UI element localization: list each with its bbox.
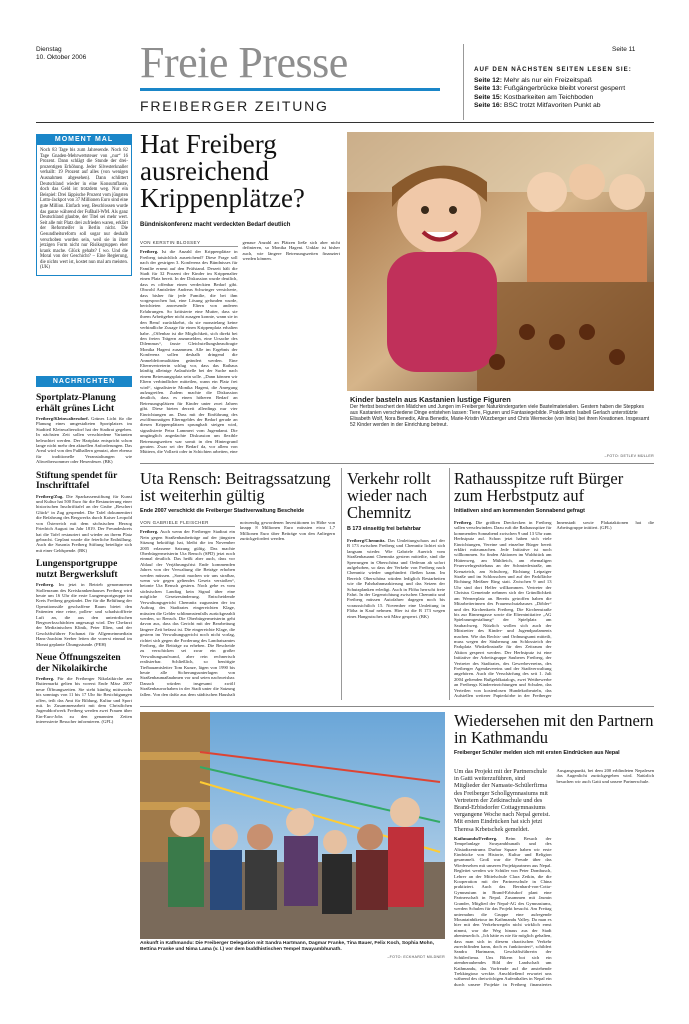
rensch-article: VON GABRIELE FLEISCHER Freiberg. Auch wenn der Freiberger Stadtrat ein Nein gegen Straßenbaubeiträge auf der jüngsten Sitzung bekräftigt hat, bleibt die im November 2005 erlassene Satzung gültig. Das machte Oberbürgermeisterin Uta Rensch (SPD) jetzt noch einmal deutlich. Das heißt aber auch, dass vor Ablauf der Verjährungsfrist Ende kommenden Jahres von der Verwaltung die Beträge erhoben werden müssen. „Somit machen wir uns strafbar, wenn wir gegen geltendes Gesetz verstoßen“, betonte Uta Rensch gestern. Noch gebe es vom sächsischen Landtag kein Signal über eine mögliche Gesetzesänderung. Entscheidende Verwaltungsgericht Chemnitz zugunsten der im Auftrag des Stadtrates eingereichten Klage, müssten die Gelder schlimmstenfalls zurückgezahlt werden, so Rensch. Die Oberbürgermeisterin geht davon aus, dass das Gericht mit der Bearbeitung längere Zeit befasst ist. Die eingereichte Klage, die gestern im Verwaltungsgericht noch nicht vorlag, richtet sich gegen die Forderung des Landratsamtes Freiberg, die Beiträge zu erheben. Die Bescheide zu verschicken sei zwar ein großer Verwaltungsaufwand, aber rein rechnerisch realisierbar. Schließlich, so benötigte Tiefbauamtsleiter Tom Kunze, lägen von 1990 bis heute alle Sicherungsunterlagen von Straßenbaumaßnahmen vor und seien nachweisbar. Danach würden insgesamt zwölf Straßenbauvorhaben in der Stadt unter die Satzung fallen. Von den dafür aus dem städtischen Haushalt notwendig gewordenen Investitionen in Höhe von knapp 8 Millionen Euro müssten etwa 1,7 Millionen Euro über Beiträge von den Anliegern zurückgefordert werden.: [140, 520, 335, 697]
nepal-headline: Wiedersehen mit den Partnern in Kathmandu: [454, 711, 654, 747]
photo1-credit: –FOTO: DETLEV MÜLLER: [604, 454, 654, 458]
weekday: Dienstag: [36, 46, 62, 53]
photo2-credit: –FOTO: ECKHARDT MILDNER: [387, 955, 445, 959]
brief-headline: Neue Öffnungszeiten der Nikolaikirche: [36, 653, 121, 674]
brief-headline: Sportplatz-Planung erhält grünes Licht: [36, 393, 116, 414]
kathmandu-photo: [140, 712, 445, 939]
preview-item: Seite 15: Kostbarkeiten am Teichboden: [474, 93, 594, 101]
verkehr-headline: Verkehr rollt wieder nach Chemnitz: [347, 469, 431, 522]
verkehr-subhead: B 173 einseitig frei befahrbar: [347, 526, 421, 532]
nachrichten-label: NACHRICHTEN: [36, 376, 132, 387]
nachrichten-column: [36, 376, 132, 986]
lead-subhead: Bündniskonferenz macht verdeckten Bedarf deutlich: [140, 222, 291, 228]
nepal-body: Beim Besuch der Tempelanlage Swayambhunath und des Altstadtzentrums Durbar Square haben wir erste Eindrücke von Historie, Kultur und Religion gesammelt. Groß war die Freude über das Wiedersehen mit unseren Projektpartnern aus Nepal. Begleitet werden wir Schüler von Peter Dombusch, Lehrer an der Mittelschule Clara Zetkin, die die Kooperation mit der Partnerschule in China praktiziert. Auch das Bernhard-von-Cotta-Gymnasium in Brand-Erbisdorf plant eine Partnerschaft in Nepal. Zusammen mit Jasmin Grander, Mitglied der Nepal-AG des Gymnasiums, werden Schulen für das Projekt besucht. Am Freitag unternahm die Gruppe eine aufregende Mountainbiketour im Kathmandu Valley. Da man es hier mit den Verkehrsregeln nicht wirklich ernst nimmt, war die Weg hinaus aus der Stadt abenteuerlich. „Ich hätte es nie für möglich gehalten, dass man sich in diesem chaotischen Verkehr zurechtfinden kann, doch es funktioniert“, schildert Sandra Hartmann, Geschäftsführerin der Schülerfirma. Uns Bikern bot sich ein atemberaubendes Bild der Landschaft um Kathmandu, das Vorfreude auf die anstehende Trekkingtour weckte. Anschließend erwartet uns während des dreiwöchigen Aufenthaltes in Nepal ein durch unsere Projekte in Freiberg finanziertes Ausgangspunkt, bei dem 200 erblindeten Nepalesen das Augenlicht zurückgegeben wird. Natürlich besuchen wir auch Gatti und unsere Partnerschule.: [454, 768, 654, 987]
brief-text: Freiberg. Für die Freiberger Nikolaikirche am Buttermarkt gelten bis vorerst Ende März 2007 neue Öffnungszeiten. Sie steht künftig mittwochs bis sonntags von 11 bis 17 Uhr für Besichtigungen offen, teilt das Amt für Bildung, Kultur und Sport mit. In Zusammenarbeit mit dem Christlichen Jugenddorfwerk Freiberg werden zwei Frauen über Ein-Euro-Jobs zu den genannten Zeiten interessierte Besucher informieren. (GFL): [36, 676, 132, 725]
brief-text: Freiberg. Im jetzt in Betrieb genommenen Stollenraum des Kreiskrankenhauses Freiberg wird heute um 16 Uhr die erste Lungensportgruppe im Kreis Freiberg gegründet. Der für die Belüftung der Operationssäle geschaffene Raum bietet den Patienten eine reine, pollen- und schadstofffreie Luft an, die aus den unterirdischen Bergwerksschächten angesaugt wird. Der Chefarzt der Medizinischen Klinik, Peter Illien, und der Geschäftsführer Fachanzt für Allgemeinmedizin Hans-Joachim Seeber leiten die vorerst einmal im Monat geplante Übungsstunde. (PEH): [36, 582, 132, 647]
brief-headline: Lungensportgruppe nutzt Bergwerksluft: [36, 559, 118, 580]
photo1-caption-title: Kinder basteln aus Kastanien lustige Figuren: [350, 395, 511, 404]
lead-article: VON KERSTIN BLOSSEY Freiberg. Ist die Anzahl der Krippenplätze in Freiberg tatsächlich ausreichend? Diese Frage soll nach der gestrigen 3. Konferenz des Bündnisses für Familie erneut auf den Prüfstand. Derzeit hält die Stadt für 32 Prozent der Kinder im Krippenalter einen Platz bereit. In der Diskussion wurde deutlich, dass es offenbar einen verdeckten Bedarf gibt. Obwohl Amtsleiter Andreas Schwinger versicherte, dass bisher für jede Familie, die bei ihm vorgesprochen hat, eine Lösung gefunden wurde, berichteten anwesende Eltern von anderen Erfahrungen. So kritisierte eine Mutter, dass sie ihrem Arbeitgeber nicht zusagen konnte, wann sie in den Beruf zurückkehrt, da sie monatelang keine verbindliche Zusage für einen Krippenplatz erhalten habe. „Offenbar ist die Möglichkeit, sich direkt bei den freien Trägern anzumelden, eine Ursache des Dilemmas“, fasste Gleichstellungsbeauftragte Monika Hageni zusammen. Alle im Ergebnis der Konferenz sollen deshalb dringend die Anmeldeformalitäten geändert werden. Eine Elternvertreterin schlug vor, dass das Rathaus künftig alleinige Anlaufstelle bei der Suche nach einem Betreuungsplatz sein solle. „Dann können wir Eltern verbindlicher mitteilen, wann ein Platz frei wird“, signalisierte Monika Hageni, die Anregung aufzugreifen. Zudem machte die Diskussion deutlich, dass es einen höheren Bedarf an Betreuungsplätzen für Kinder unter zwei Jahren gibt. Diese bieten derzeit allerdings nur vier Einrichtungen an. Dass mit der Einführung des zwölfmonatigen Elterngeldes der Bedarf gerade an diesen Krippenplätzen sprunghaft steigen wird, signalisierte Petra Lammert vom Jugendamt. Die umgänglich angedachte Diskussion um flexible Betreuungszeiten war somit in den Hintergrund geraten. Zwar sei der Bedarf da, vor allem von Müttern, die Vollzeit oder in Schichten arbeiten, eine genaue Anzahl an Plätzen ließe sich aber nicht definieren, so Monika Hageni. Unklar ist bisher auch, wie längere Betreuungszeiten finanziert werden können.: [140, 240, 340, 455]
page-number: Seite 11: [612, 46, 636, 53]
preview-item: Seite 16: BSC trotzt Mitfavoriten Punkt ab: [474, 102, 601, 110]
nepal-lead: Um das Projekt mit der Partnerschule in Gatti weiterzuführen, sind Mitglieder der Namaste-Schülerfirma des Freiberger Schollgymnasiums mit Vertretern der Zetkinschule und des Brand-Erbisdorfer Cottagymnasiums vergangene Woche nach Nepal gereist. Mit ersten Eindrücken hat sich jetzt Theresa Krbetschek gemeldet.: [454, 768, 550, 833]
moment-mal-box: [36, 134, 132, 276]
masthead-rule: [140, 88, 440, 91]
date: 10. Oktober 2006: [36, 53, 87, 61]
lead-body: Ist die Anzahl der Krippenplätze in Freiberg tatsächlich ausreichend? Diese Frage soll nach der gestrigen 3. Konferenz des Bündnisses für Familie erneut auf den Prüfstand. Derzeit hält die Stadt für 32 Prozent der Kinder im Krippenalter einen Platz bereit. In der Diskussion wurde deutlich, dass es offenbar einen verdeckten Bedarf gibt. Obwohl Amtsleiter Andreas Schwinger versicherte, dass bisher für jede Familie, die bei ihm vorgesprochen hat, eine Lösung gefunden wurde, berichteten anwesende Eltern von anderen Erfahrungen. So kritisierte eine Mutter, dass sie ihrem Arbeitgeber nicht zusagen konnte, wann sie in den Beruf zurückkehrt, da sie monatelang keine verbindliche Zusage für einen Krippenplatz erhalten habe. „Offenbar ist die Möglichkeit, sich direkt bei den freien Trägern anzumelden, eine Ursache des Dilemmas“, fasste Gleichstellungsbeauftragte Monika Hageni zusammen. Alle im Ergebnis der Konferenz sollen deshalb dringend die Anmeldeformalitäten geändert werden. Eine Elternvertreterin schlug vor, dass das Rathaus künftig alleinige Anlaufstelle bei der Suche nach einem Betreuungsplatz sein solle. „Dann können wir Eltern verbindlicher mitteilen, wann ein Platz frei wird“, signalisierte Monika Hageni, die Anregung aufzugreifen. Zudem machte die Diskussion deutlich, dass es einen höheren Bedarf an Betreuungsplätzen für Kinder unter zwei Jahren gibt. Diese bieten derzeit allerdings nur vier Einrichtungen an. Dass mit der Einführung des zwölfmonatigen Elterngeldes der Bedarf gerade an diesen Krippenplätzen sprunghaft steigen wird, signalisierte Petra Lammert vom Jugendamt. Die umgänglich angedachte Diskussion um flexible Betreuungszeiten war somit in den Hintergrund geraten. Zwar sei der Bedarf da, vor allem von Müttern, die Vollzeit oder in Schichten arbeiten, eine genaue Anzahl an Plätzen ließe sich aber nicht definieren, so Monika Hageni. Unklar ist bisher auch, wie längere Betreuungszeiten finanziert werden können.: [140, 240, 340, 455]
photo2-caption: Ankunft in Kathmandu: Die Freiberger Delegation mit Sandra Hartmann, Dagmar Franke, Tina Bauer, Felix Koch, Sophia Mohn, Bettina Franke und Nima Lama (v. l.) vor dem buddhistischen Tempel Swayambhunath.: [140, 941, 434, 952]
masthead-column-divider: [463, 44, 464, 120]
brief-headline: Stiftung spendet für Inschrifttafel: [36, 470, 118, 492]
rensch-body: Auch wenn der Freiberger Stadtrat ein Nein gegen Straßenbaubeiträge auf der jüngsten Sitzung bekräftigt hat, bleibt die im November 2005 erlassene Satzung gültig. Das machte Oberbürgermeisterin Uta Rensch (SPD) jetzt noch einmal deutlich. Das heißt aber auch, dass vor Ablauf der Verjährungsfrist Ende kommenden Jahres von der Verwaltung die Beträge erhoben werden müssen. „Somit machen wir uns strafbar, wenn wir gegen geltendes Gesetz verstoßen“, betonte Uta Rensch gestern. Noch gebe es vom sächsischen Landtag kein Signal über eine mögliche Gesetzesänderung. Entscheidende Verwaltungsgericht Chemnitz zugunsten der im Auftrag des Stadtrates eingereichten Klage, müssten die Gelder schlimmstenfalls zurückgezahlt werden, so Rensch. Die Oberbürgermeisterin geht davon aus, dass das Gericht mit der Bearbeitung längere Zeit befasst ist. Die eingereichte Klage, die gestern im Verwaltungsgericht noch nicht vorlag, richtet sich gegen die Forderung des Landratsamtes Freiberg, die Beiträge zu erheben. Die Bescheide zu verschicken sei zwar ein großer Verwaltungsaufwand, aber rein rechnerisch realisierbar. Schließlich, so benötigte Tiefbauamtsleiter Tom Kunze, lägen von 1990 bis heute alle Sicherungsunterlagen von Straßenbaumaßnahmen vor und seien nachweisbar. Danach würden insgesamt zwölf Straßenbauvorhaben in der Stadt unter die Satzung fallen. Von den dafür aus dem städtischen Haushalt notwendig gewordenen Investitionen in Höhe von knapp 8 Millionen Euro müssten etwa 1,7 Millionen Euro über Beiträge von den Anliegern zurückgefordert werden.: [140, 520, 335, 697]
page-preview: [474, 66, 654, 111]
newspaper-subtitle: FREIBERGER ZEITUNG: [140, 98, 329, 114]
nepal-article: Um das Projekt mit der Partnerschule in Gatti weiterzuführen, sind Mitglieder der Namaste-Schülerfirma des Freiberger Schollgymnasiums mit Vertretern der Zetkinschule und des Brand-Erbisdorfer Cottagymnasiums vergangene Woche nach Nepal gereist. Mit ersten Eindrücken hat sich jetzt Theresa Krbetschek gemeldet. Kathmandu/Freiberg. Beim Besuch der Tempelanlage Swayambhunath und des Altstadtzentrums Durbar Square haben wir erste Eindrücke von Historie, Kultur und Religion gesammelt. Groß war die Freude über das Wiedersehen mit unseren Projektpartnern aus Nepal. Begleitet werden wir Schüler von Peter Dombusch, Lehrer an der Mittelschule Clara Zetkin, die die Kooperation mit der Partnerschule in China praktiziert. Auch das Bernhard-von-Cotta-Gymnasium in Brand-Erbisdorf plant eine Partnerschaft in Nepal. Zusammen mit Jasmin Grander, Mitglied der Nepal-AG des Gymnasiums, werden Schulen für das Projekt besucht. Am Freitag unternahm die Gruppe eine aufregende Mountainbiketour im Kathmandu Valley. Da man es hier mit den Verkehrsregeln nicht wirklich ernst nimmt, war die Weg hinaus aus der Stadt abenteuerlich. „Ich hätte es nie für möglich gehalten, dass man sich in diesem chaotischen Verkehr zurechtfinden kann, doch es funktioniert“, schildert Sandra Hartmann, Geschäftsführerin der Schülerfirma. Uns Bikern bot sich ein atemberaubendes Bild der Landschaft um Kathmandu, das Vorfreude auf die anstehende Trekkingtour weckte. Anschließend erwartet uns während des dreiwöchigen Aufenthaltes in Nepal ein durch unsere Projekte in Freiberg finanziertes Ausgangspunkt, bei dem 200 erblindeten Nepalesen das Augenlicht zurückgegeben wird. Natürlich besuchen wir auch Gatti und unsere Partnerschule.: [454, 768, 654, 987]
column-divider: [341, 468, 342, 700]
photo1-caption: [350, 395, 653, 428]
photo1-caption-text: Der Herbst beschert den Mädchen und Jungen im Freiberger Naturkindergarten viele Bastelmaterialien. Gestern haben die Steppkes aus Kastanien verschiedene Dinge entstehen lassen: Tiere, Figuren und Fantasiegebilde. Praktikantin Isabell Gerlach unterstützte Elisabeth Wolf, Nora Benedix, Alina Benedix, Marie-Kristin Würzberger und Chris Wernecke (von links) bei ihren Kreationen. Insgesamt 52 Kinder werden in der Einrichtung betreut.: [350, 404, 650, 428]
lead-headline: Hat Freiberg ausreichend Krippenplätze?: [140, 129, 305, 213]
rathaus-subhead: Initiativen sind am kommenden Sonnabend gefragt: [454, 508, 585, 514]
newspaper-title: Freie Presse: [140, 38, 348, 87]
rensch-subhead: Ende 2007 verschickt die Freiberger Stadtverwaltung Bescheide: [140, 508, 305, 514]
preview-heading: AUF DEN NÄCHSTEN SEITEN LESEN SIE:: [474, 66, 632, 73]
rensch-byline: VON GABRIELE FLEISCHER: [140, 520, 235, 527]
preview-item: Seite 12: Mehr als nur ein Freizeitspaß: [474, 76, 592, 84]
rathaus-body: Die größten Dreckecken in Freiberg sollen verschwinden. Dazu ruft die Rathausspitze für kommenden Sonnabend zwischen 9 und 13 Uhr zum Herbstputz auf. Schon jetzt haben sich viele Einrichtungen, Vereine und einzelne Bürger bereit erklärt mitzumachen. Jede Initiative ist noch willkommen. So finden Aktionen im Waldstück am Hüttenweg, am Mühlteich, am ehemaligen Feuerwehrgerätehaus an der Schmiedestraße, am Kreuzteich, am Schulweg, Richtung Leipziger Straße und im Schlosschen und auf der Parkfläche Richtung Meißner Ring statt. Zwischen 9 und 13 Uhr sind dort Helfer willkommen. Vertreter der Christus Gemeinde nehmen sich der Gründlichkeit am Wernerplatz an. Bereits getroffen haben die Mitarbeiterinnen des Frauenschutzhauses „Döbler“ und des Kirchenkreis Freiberg. Die Kirchenstraße bis zur Rinnengasse sowie die Elterninitiative „AG Spielraumgestaltung“ der Spielplatz am Saubachweg. Nützlich wollen sich auch der Mitstreiter des Kinder- und Jugendparlaments machen. Wie das Rechts- und Ordnungsamt mitteilt, muss wegen der Säuberung am Schlossteich der Parkplatz Winkelinstraße für den Zeitraum der Aktion gesperrt werden. Der Herbstputz ist eine Initiative der Arbeitsgruppe Sauberes Freiberg, der Vertreter des Stadtrates, des Gewerbevereins, des Freiberger Agendavereins und der Stadtverwaltung angehören. Auch die Verschärfung des seit 1. Juli 2004 geltenden Bußgeldkatalogs, zwei Wettbewerbe an Freibergs Kindereinrichtungen und Schulen, das Verteilen von kostenlosen Hundekotbeuteln, das Aufstellen weiterer Papierkörbe in der Freiberger Innenstadt sowie Plakataktionen hat die Arbeitsgruppe initiiert. (GFL): [454, 520, 654, 698]
masthead-divider: [36, 122, 654, 123]
verkehr-body: Das Umleitungschaos auf der B 173 zwischen Freiberg und Chemnitz lichtet sich langsam wieder. Wie Gabriele Auerich vom Straßenbauamt Chemnitz gestern mitteilte, sind die Sperrungen in Oberschöna und Oederan ab sofort aufgehoben, so dass der Verkehr von Freiberg nach Chemnitz wieder ungehindert fließen kann. Im Bereich Oberschöna würden lediglich Restarbeiten wie die Fahrbahnmarkierung und das Setzen der Schutzplanken erledigt. Auch in Flöha herrscht freie Fahrt. In der Gegenrichtung zwischen Chemnitz und Freiberg müssen Autofahrer dagegen noch bis voraussichtlich 15. November eine Umleitung in Flöha in Kauf nehmen. Hier ist die B 173 wegen eines Hangrutsches seit März gesperrt. (BK): [347, 538, 445, 619]
issue-date: [36, 46, 86, 61]
brief-text: Freiberg/Kleinwaltersdorf. Grünes Licht für die Planung eines umgestalteten Sportplatzes im Stadtteil Kleinwaltersdorf hat der Stadtrat gegeben. In nächsten Zeit sollen verschiedene Varianten beleuchtet werden. Der Hartplatz entspricht schon lange nicht mehr den aktuellen Anforderungen. Das Areal wird von den Fußballern genutzt, aber ebenso für traditionelle Veranstaltungen wie Altweibersommer oder Hexenfeuer. (BK): [36, 416, 132, 465]
moment-mal-label: MOMENT MAL: [36, 134, 132, 145]
preview-item: Seite 13: Fußgängerbrücke bleibt vorerst gesperrt: [474, 85, 626, 93]
lead-byline: VON KERSTIN BLOSSEY: [140, 240, 238, 247]
section-divider: [140, 463, 654, 464]
rathaus-article: Freiberg. Die größten Dreckecken in Freiberg sollen verschwinden. Dazu ruft die Rathausspitze für kommenden Sonnabend zwischen 9 und 13 Uhr zum Herbstputz auf. Schon jetzt haben sich viele Einrichtungen, Vereine und einzelne Bürger bereit erklärt mitzumachen. Jede Initiative ist noch willkommen. So finden Aktionen im Waldstück am Hüttenweg, am Mühlteich, am ehemaligen Feuerwehrgerätehaus an der Schmiedestraße, am Kreuzteich, am Schulweg, Richtung Leipziger Straße und im Schlosschen und auf der Parkfläche Richtung Meißner Ring statt. Zwischen 9 und 13 Uhr sind dort Helfer willkommen. Vertreter der Christus Gemeinde nehmen sich der Gründlichkeit am Wernerplatz an. Bereits getroffen haben die Mitarbeiterinnen des Frauenschutzhauses „Döbler“ und des Kirchenkreis Freiberg. Die Kirchenstraße bis zur Rinnengasse sowie die Elterninitiative „AG Spielraumgestaltung“ der Spielplatz am Saubachweg. Nützlich wollen sich auch der Mitstreiter des Kinder- und Jugendparlaments machen. Wie das Rechts- und Ordnungsamt mitteilt, muss wegen der Säuberung am Schlossteich der Parkplatz Winkelinstraße für den Zeitraum der Aktion gesperrt werden. Der Herbstputz ist eine Initiative der Arbeitsgruppe Sauberes Freiberg, der Vertreter des Stadtrates, des Gewerbevereins, des Freiberger Agendavereins und der Stadtverwaltung angehören. Auch die Verschärfung des seit 1. Juli 2004 geltenden Bußgeldkatalogs, zwei Wettbewerbe an Freibergs Kindereinrichtungen und Schulen, das Verteilen von kostenlosen Hundekotbeuteln, das Aufstellen weiterer Papierkörbe in der Freiberger Innenstadt sowie Plakataktionen hat die Arbeitsgruppe initiiert. (GFL): [454, 520, 654, 698]
brief-text: Freiberg/Zug. Die Sparkassenstiftung für Kunst und Kultur hat 500 Euro für die Restaurierung einer historischen Inschrifttafel an der Grube „Beschert Glück“ in Zug gespendet. Die Tafel dokumentiert die Befahrung des Bergwerks durch Kaiser Leopold von Österreich mit dem sächsischen Herzog Friedrich August im Jahr 1819. Der Freundeskreis hat die Tafel restauriert und wieder an ihrem Platz gebracht. Geplant wurde die feierliche Enthüllung. Auch die Sasonia Freiberg Stiftung beteiligte sich mit einer Geldspende. (BK): [36, 493, 132, 553]
rensch-headline: Uta Rensch: Beitragssatzung ist weiterhin gültig: [140, 469, 331, 505]
section-divider: [140, 706, 654, 707]
rathaus-headline: Rathausspitze ruft Bürger zum Herbstputz auf: [454, 469, 624, 505]
kindergarten-photo: [347, 132, 654, 391]
column-divider: [449, 468, 450, 700]
nepal-subhead: Freiberger Schüler melden sich mit ersten Eindrücken aus Nepal: [454, 750, 620, 756]
verkehr-article: Freiberg/Chemnitz. Das Umleitungschaos auf der B 173 zwischen Freiberg und Chemnitz lichtet sich langsam wieder. Wie Gabriele Auerich vom Straßenbauamt Chemnitz gestern mitteilte, sind die Sperrungen in Oberschöna und Oederan ab sofort aufgehoben, so dass der Verkehr von Freiberg nach Chemnitz wieder ungehindert fließen kann. Im Bereich Oberschöna würden lediglich Restarbeiten wie die Fahrbahnmarkierung und das Setzen der Schutzplanken erledigt. Auch in Flöha herrscht freie Fahrt. In der Gegenrichtung zwischen Chemnitz und Freiberg müssen Autofahrer dagegen noch bis voraussichtlich 15. November eine Umleitung in Flöha in Kauf nehmen. Hier ist die B 173 wegen eines Hangrutsches seit März gesperrt. (BK): [347, 538, 445, 619]
moment-mal-text: Noch 83 Tage bis zum Jahresende. Noch 82 Tage Gnaden-Mehrwertsteuer von „nur“ 16 Prozent. Dann schlägt die Stunde der drei-prozentigen Erhöhung. Jeder Silvesterknaller verhallt: 19 Prozent auf alles (von wenigen Ausnahmen abgesehen). Dann schlittert Deutschland wieder in eine Konsumflaute, doch das Geld ist trotzdem weg. Nur ein Beispiel: Drei läppische Prozent vom jüngsten Lotto-Jackpot von 37 Millionen Euro sind eine gute Million. Einfach weg. Beschlossen wurde das ganze während der Fußball-WM. Als ganz Deutschland glaubte, der Titel sei mehr wert. Seit alle mit Platz drei zufrieden waren, erklärt der Reformeifer in Berlin nicht. Die Gesundheitsreform soll sogar nur deshalb verschoben worden sein, weil sie in ihrer jetzigen Form nicht nur Risikogruppen eher krank mache. Glück gehabt? I wo. Und die Moral von der Geschicht? – Eine Regierung, die nichts wert ist, kostet nun mal am meisten. (UK): [40, 148, 129, 271]
